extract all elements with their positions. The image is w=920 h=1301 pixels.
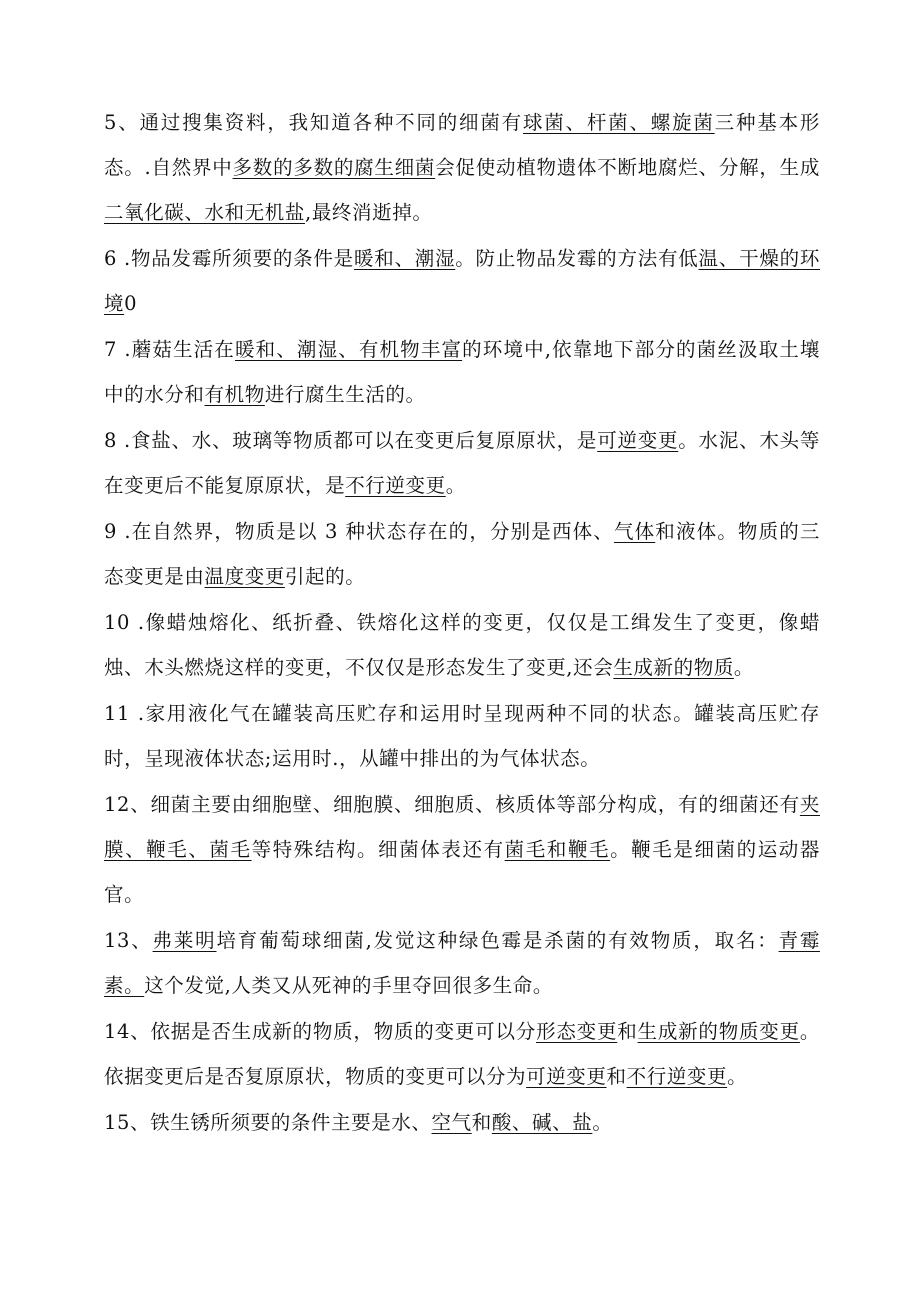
underlined-answer: 可逆变更	[597, 429, 679, 452]
text-segment: 9 .在自然界，物质是以 3 种状态存在的，分别是西体、	[104, 520, 614, 543]
text-segment: 11 .家用液化气在罐装高压贮存和运用时呈现两种不同的状态。罐装高压贮存时，呈现液体状态;运用时.，从罐中排出的为气体状态。	[104, 702, 820, 770]
underlined-answer: 球菌、杆菌、螺旋菌	[522, 111, 715, 134]
underlined-answer: 温、干燥的环境	[104, 247, 820, 315]
paragraph-1	[104, 100, 820, 235]
underlined-answer: 青霉素。	[104, 929, 820, 997]
text-segment: 8 .食盐、水、玻璃等物质都可以在变更后复原原状，是	[104, 429, 598, 452]
underlined-answer: 气体	[613, 520, 656, 543]
paragraph-5	[104, 509, 820, 599]
paragraph-7	[104, 691, 820, 781]
text-segment: ,最终消逝掉。	[305, 201, 433, 224]
text-segment: 。水泥、木头等在变更后不能复原原状，是	[104, 429, 821, 497]
text-segment: 。鞭毛是细菌的运动器官。	[104, 838, 820, 906]
text-segment: 会促使动植物遗体不断地腐烂、分解，生成	[435, 156, 820, 179]
text-segment: 。	[592, 1111, 613, 1134]
underlined-answer: 形态变更	[536, 1020, 618, 1043]
text-segment: 。依据变更后是否复原原状，物质的变更可以分为	[104, 1020, 820, 1088]
underlined-answer: 多数的多数的腐生细菌	[232, 156, 436, 179]
text-segment: 13、	[104, 929, 153, 952]
underlined-answer: 弗莱明	[152, 929, 217, 952]
underlined-answer: 暖和、潮湿、有机物丰富	[234, 338, 463, 361]
text-segment: 和	[471, 1111, 492, 1134]
text-segment: 6 .物品发霉所须要的条件是	[104, 247, 354, 270]
underlined-answer: 夹膜、鞭毛、菌毛	[104, 793, 820, 861]
underlined-answer: 暖和、潮湿	[353, 247, 456, 270]
text-segment: 三种基本形态。.自然界中	[104, 111, 820, 179]
text-segment: 和	[617, 1020, 638, 1043]
underlined-answer: 不行逆变更	[345, 474, 446, 497]
underlined-answer: 生成新的物质	[613, 656, 734, 679]
text-segment: 和液体。物质的三态变更是由	[104, 520, 820, 588]
text-segment: 15、铁生锈所须要的条件主要是水、	[104, 1111, 432, 1134]
text-segment: 。	[727, 1065, 748, 1088]
text-segment: 7 .蘑菇生活在	[104, 338, 235, 361]
underlined-answer: 菌毛和鞭毛	[504, 838, 611, 861]
underlined-answer: 二氧化碳、水和无机盐	[104, 201, 306, 224]
underlined-answer: 有机物	[204, 383, 265, 406]
underlined-answer: 可逆变更	[526, 1065, 607, 1088]
underlined-answer: 空气	[431, 1111, 472, 1134]
text-segment: 引起的。	[284, 565, 366, 588]
paragraph-3	[104, 327, 820, 417]
text-segment: 0	[124, 292, 138, 315]
text-segment: 。	[733, 656, 755, 679]
text-segment: 14、依据是否生成新的物质，物质的变更可以分	[104, 1020, 537, 1043]
underlined-answer: 生成新的物质变更	[637, 1020, 800, 1043]
paragraph-6	[104, 600, 820, 690]
underlined-answer: 酸、碱、盐	[491, 1111, 593, 1134]
text-segment: 进行腐生生活的。	[264, 383, 426, 406]
underlined-answer: 温度变更	[204, 565, 285, 588]
paragraph-4	[104, 418, 820, 508]
text-segment: 。防止物品发霉的方法有低	[455, 247, 699, 270]
text-segment: 等特殊结构。细菌体表还有	[251, 838, 505, 861]
text-segment: 这个发觉,人类又从死神的手里夺回很多生命。	[144, 974, 554, 997]
text-segment: 和	[606, 1065, 627, 1088]
paragraph-9	[104, 918, 820, 1008]
text-segment: 12、细菌主要由细胞壁、细胞膜、细胞质、核质体等部分构成，有的细菌还有	[104, 793, 800, 816]
paragraph-2	[104, 236, 820, 326]
text-segment: 5、通过搜集资料，我知道各种不同的细菌有	[104, 111, 523, 134]
text-segment: 的环境中,依靠地下部分的菌丝汲取土壤中的水分和	[104, 338, 821, 406]
text-segment: 10 .像蜡烛熔化、纸折叠、铁熔化这样的变更，仅仅是工缉发生了变更，像蜡烛、木头燃烧这样的变更，不仅仅是形态发生了变更,还会	[104, 611, 820, 679]
underlined-answer: 不行逆变更	[626, 1065, 728, 1088]
paragraph-10	[104, 1009, 820, 1099]
text-segment: 培育葡萄球细菌,发觉这种绿色霉是杀菌的有效物质，取名：	[216, 929, 779, 952]
paragraph-8	[104, 782, 820, 917]
text-segment: 。	[445, 474, 466, 497]
paragraph-11	[104, 1100, 820, 1145]
